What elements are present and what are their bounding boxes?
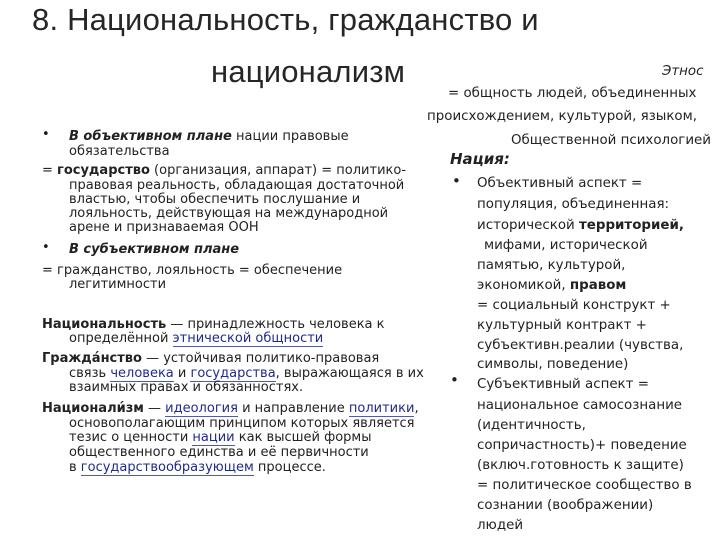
link-ethnic-community[interactable]: этнической общности: [172, 331, 324, 346]
nationalism-def-line-5: в государствообразующем процессе.: [69, 460, 326, 475]
objective-line-4: памятью, культурой,: [477, 258, 626, 273]
subjective-label: Субъективный аспект =: [477, 377, 649, 392]
objective-line-9: символы, поведение): [477, 357, 629, 372]
objective-plan-line-1: В объективном плане нации правовые: [69, 129, 349, 144]
etnos-line-1: = общность людей, объединенных: [448, 86, 697, 101]
link-ideology[interactable]: идеология: [165, 401, 238, 416]
bullet-subjective-plan: •: [42, 240, 50, 255]
citizenship-eq-line-1: = гражданство, лояльность = обеспечение: [42, 263, 343, 278]
nationality-def-line-1: Национальность — принадлежность человека к: [42, 317, 385, 332]
nationalism-def-line-1: Национали́зм — идеология и направление политики,: [42, 401, 419, 416]
objective-line-8: субъективн.реалии (чувства,: [477, 338, 684, 353]
state-line-2: правовая реальность, обладающая достаточной: [69, 178, 405, 193]
subjective-line-3: сопричастность)+ поведение: [477, 438, 687, 453]
objective-line-7: культурный контракт +: [477, 318, 647, 333]
page-title-line2: национализм: [211, 54, 406, 89]
natsiya-heading: Нация:: [450, 150, 510, 168]
bullet-subjective: •: [450, 371, 459, 389]
bullet-objective: •: [452, 172, 461, 190]
subjective-plan-label: В субъективном плане: [69, 242, 240, 257]
objective-line-3: мифами, исторической: [484, 238, 648, 253]
subjective-line-2: (идентичность,: [477, 418, 586, 433]
state-line-5: арене и признаваемая ООН: [69, 220, 259, 235]
citizenship-def-line-3: взаимных правах и обязанностях.: [69, 380, 304, 395]
subjective-line-5: = политическое сообщество в: [477, 478, 692, 493]
state-line-1: = государство (организация, аппарат) = политико-: [42, 163, 407, 178]
citizenship-eq-line-2: легитимности: [69, 277, 167, 292]
link-person[interactable]: человека: [110, 366, 174, 381]
state-line-3: властью, чтобы обеспечить послушание и: [69, 192, 361, 207]
subjective-line-7: людей: [477, 518, 524, 533]
nationality-def-line-2: определённой этнической общности: [69, 331, 324, 346]
link-state-forming[interactable]: государствообразующем: [80, 460, 254, 475]
objective-line-2: исторической территорией,: [477, 218, 684, 233]
objective-line-5: экономикой, правом: [477, 278, 627, 293]
nationalism-def-line-3: тезис о ценности нации как высшей формы: [69, 430, 372, 445]
bullet-objective-plan: •: [42, 127, 50, 142]
state-line-4: лояльность, действующая на международной: [69, 206, 389, 221]
etnos-line-2: происхождением, культурой, языком,: [427, 109, 697, 124]
subjective-line-1: национальное самосознание: [477, 398, 683, 413]
objective-line-6: = социальный конструкт +: [477, 298, 671, 313]
etnos-heading: Этнос: [662, 64, 704, 79]
link-state[interactable]: государства: [190, 366, 276, 381]
subjective-line-6: сознании (воображении): [477, 498, 654, 513]
citizenship-def-line-2: связь человека и государства, выражающаяся в их: [69, 366, 424, 381]
link-politics[interactable]: политики: [348, 401, 415, 416]
nationalism-def-line-4: общественного единства и её первичности: [69, 445, 369, 460]
page-title: 8. Национальность, гражданство и: [32, 2, 539, 37]
objective-plan-line-2: обязательства: [69, 144, 170, 159]
subjective-line-4: (включ.готовность к защите): [477, 458, 684, 473]
citizenship-def-line-1: Гражда́нство — устойчивая политико-правовая: [42, 351, 380, 366]
nationalism-def-line-2: основополагающим принципом которых является: [69, 416, 415, 431]
objective-line-1: популяция, объединенная:: [477, 197, 670, 212]
link-nation[interactable]: нации: [192, 430, 235, 445]
etnos-line-3: Общественной психологией: [511, 133, 711, 148]
objective-label: Объективный аспект =: [477, 176, 643, 191]
